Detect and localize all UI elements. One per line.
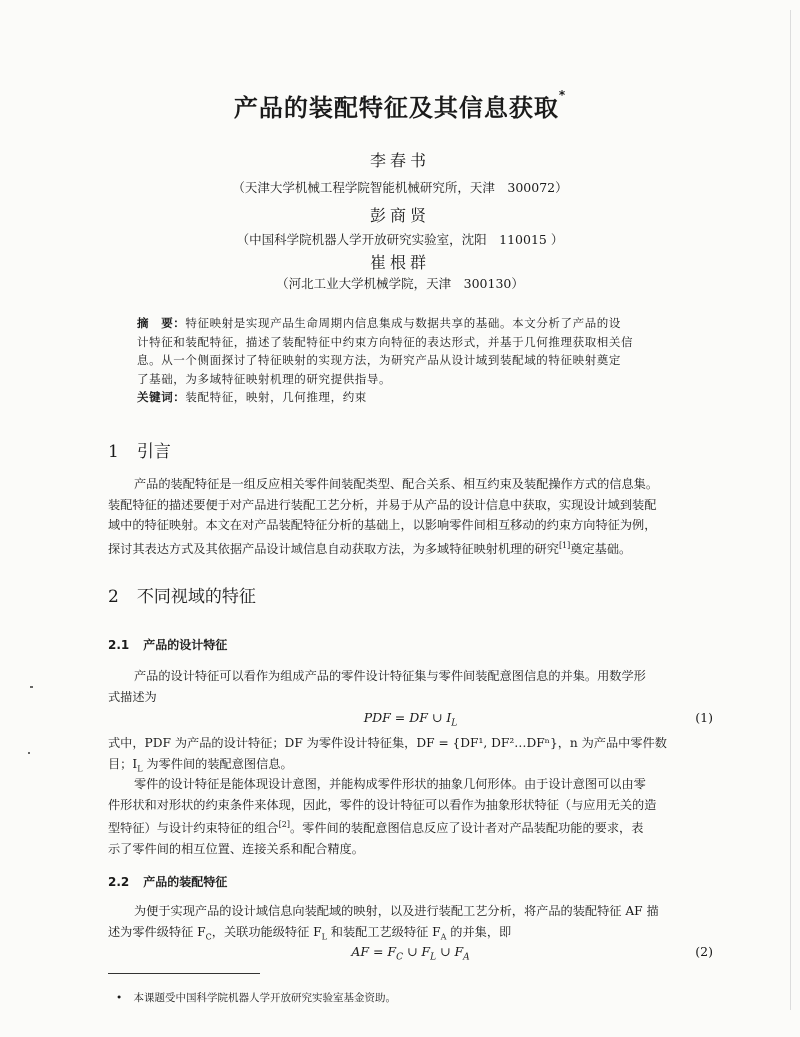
subsection-number: 2.2 [108,875,130,889]
author-name-3: 崔根群 [369,253,430,272]
text-line: 域中的特征映射。本文在对产品装配特征分析的基础上，以影响零件间相互移动的约束方向特征为例， [108,518,657,532]
footnote-bullet: • [116,992,123,1004]
subscript: A [440,931,447,941]
section-number: 2 [108,587,119,607]
section-heading-2 [108,582,256,607]
equation-text: ∪ F [403,944,431,959]
subsection-title: 产品的设计特征 [143,638,228,652]
abstract-line: 了基础，为多域特征映射机理的研究提供指导。 [137,371,392,386]
text-line: 式中，PDF 为产品的设计特征；DF 为零件设计特征集，DF = {DF¹, DF²…DFⁿ}，n 为产品中零件数 [108,736,667,750]
author-affiliation-1: （天津大学机械工程学院智能机械研究所，天津 300072） [232,180,568,195]
text-line-content: 奠定基础。 [570,541,632,556]
text-line-content: 型特征）与设计约束特征的组合 [108,821,279,836]
subscript: C [205,931,212,941]
text-line: 件形状和对形状的约束条件来体现，因此，零件的设计特征可以看作为抽象形状特征（与应用无关的造 [108,797,657,812]
text-line-content: 产品的装配特征是一组反应相关零件间装配类型、配合关系、相互约束及装配操作方式的信息集。 [134,477,659,491]
equation-subscript: A [463,952,470,963]
subscript: L [137,763,143,773]
text-line-content: 探讨其表达方式及其依据产品设计域信息自动获取方法，为多域特征映射机理的研究 [108,541,559,556]
author-affiliation-2: （中国科学院机器人学开放研究实验室，沈阳 110015 ） [236,232,564,247]
subsection-number: 2.1 [108,638,130,652]
text-line-content: 产品的设计特征可以看作为组成产品的零件设计特征集与零件间装配意图信息的并集。用数学形 [134,669,646,683]
scan-speck [30,686,33,688]
subsection-title: 产品的装配特征 [143,875,228,889]
equation-text: AF = F [351,944,397,959]
equation-number: (1) [695,710,713,725]
text-line: 式描述为 [108,689,157,704]
text-line-content: ，关联功能级特征 F [211,924,322,939]
author-name-1: 李春书 [369,151,430,170]
text-line [108,536,713,560]
abstract-line: 计特征和装配特征，描述了装配特征中约束方向特征的表达形式，并基于几何推理获取相关信 [137,334,634,349]
subsection-heading-2-1 [108,636,227,653]
text-line-content: 为便于实现产品的设计域信息向装配域的映射，以及进行装配工艺分析，将产品的装配特征 AF 描 [134,904,659,918]
text-line-content: 。零件间的装配意图信息反应了设计者对产品装配功能的要求，表 [289,821,644,836]
scan-speck [28,752,30,754]
keywords-line [137,388,685,407]
text-line [108,815,713,839]
equation-subscript: L [451,718,458,729]
text-line [108,474,713,495]
text-line [108,901,713,922]
footnote [116,990,396,1005]
equation-subscript: L [430,952,437,963]
keywords-label: 关键词： [137,390,186,404]
text-line: 示了零件间的相互位置、连接关系和配合精度。 [108,841,364,856]
text-line-content: 述为零件级特征 F [108,924,206,939]
abstract-line [137,314,685,333]
title-text: 产品的装配特征及其信息获取 [233,94,559,122]
author-name-2: 彭商贤 [369,206,430,225]
equation-text: PDF = DF ∪ I [363,710,452,725]
text-line [108,774,713,795]
subsection-heading-2-2 [108,873,227,890]
text-line: 装配特征的描述要便于对产品进行装配工艺分析，并易于从产品的设计信息中获取，实现设计域到装配 [108,497,657,512]
abstract [137,314,685,407]
assembly-paragraph-1 [108,901,713,947]
section-heading-1 [108,437,171,462]
equation-expression [108,710,713,729]
text-line-content: 的并集，即 [446,924,512,939]
title-footnote-mark: * [558,88,567,102]
text-line-content: 和装配工艺级特征 F [326,924,441,939]
section-number: 1 [108,442,119,462]
abstract-line: 息。从一个侧面探讨了特征映射的实现方法，为研究产品从设计域到装配域的特征映射奠定 [137,353,621,367]
paper-title [0,88,800,123]
subscript: L [321,931,327,941]
text-line-content: 为零件间的装配意图信息。 [142,756,293,771]
citation-ref: [2] [278,820,290,829]
abstract-label: 摘 要： [137,316,186,330]
citation-ref: [1] [558,540,571,550]
design-paragraph-2 [108,733,713,779]
design-paragraph-3 [108,774,713,859]
equation-text: ∪ F [436,944,464,959]
text-line-content: 目；I [108,756,138,771]
keywords-text: 装配特征，映射，几何推理，约束 [185,390,367,404]
author-affiliation-3: （河北工业大学机械学院，天津 300130） [276,276,524,291]
design-paragraph-1 [108,666,713,707]
text-line [108,666,713,687]
section-title: 引言 [136,442,171,462]
abstract-line-text: 特征映射是实现产品生命周期内信息集成与数据共享的基础。本文分析了产品的设 [185,316,622,330]
equation-expression [108,944,713,963]
text-line-content: 零件的设计特征是能体现设计意图，并能构成零件形状的抽象几何形体。由于设计意图可以由零 [134,777,646,791]
equation-subscript: C [396,952,403,963]
intro-paragraph [108,474,713,559]
footnote-rule [108,973,260,974]
equation-number: (2) [695,944,713,959]
section-title: 不同视域的特征 [136,587,256,607]
footnote-text: 本课题受中国科学院机器人学开放研究实验室基金资助。 [133,992,397,1004]
